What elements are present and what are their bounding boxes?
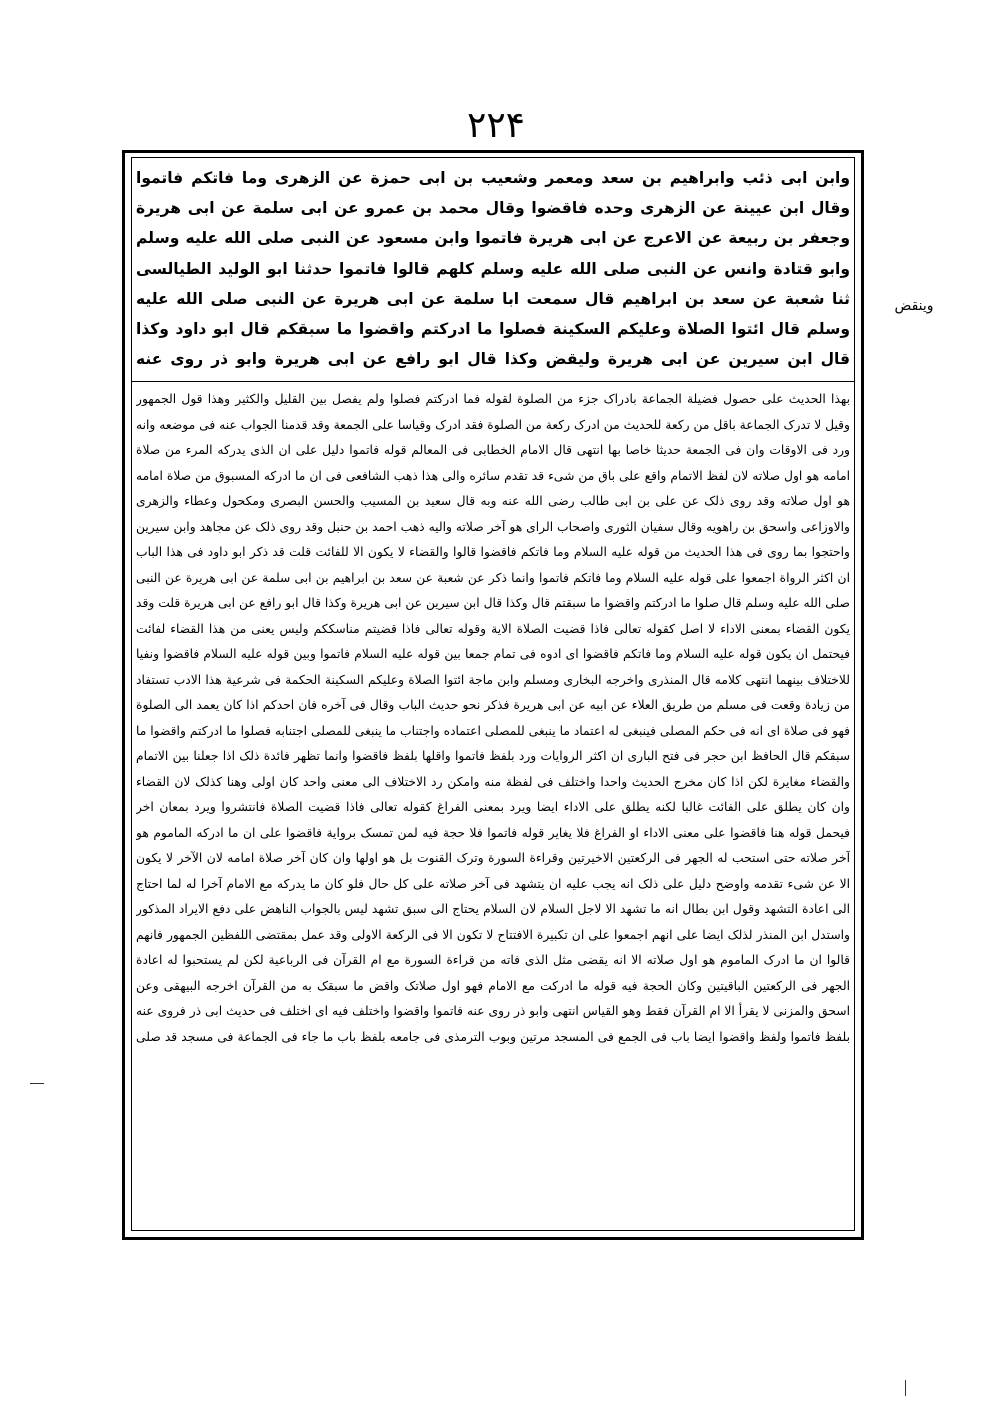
margin-note: وینقض (894, 298, 934, 314)
commentary-text-block: بهذا الحدیث علی حصول فضیلة الجماعة بادراک جزء من الصلوة لقوله فما ادرکتم فصلوا ولم یفصل بین القلیل والکثیر وهذا قول الجمهور وقیل لا تدرک الجماعة باقل من رکعة للحدیث من ادرک رکعة من الصلوة فقد ادرک وقیاسا علی الجمعة وقد قدمنا الجواب عنه فی موضعه وانه ورد فی الاوقات وان فی الجمعة حدیثا خاصا بها انتهی قال الامام الخطابی فی المعالم قوله فاتموا دلیل علی ان الذی یدرکه المرء من صلاة امامه هو اول صلاته لان لفظ الاتمام واقع علی باق من شیء قد تقدم سائره والی هذا ذهب الشافعی فی ان ما ادرکه المسبوق من صلاة امامه هو اول صلاته وقد روی ذلک عن علی بن ابی طالب رضی الله عنه وبه قال سعید بن المسیب والحسن البصری ومکحول وعطاء والزهری والاوزاعی واسحق بن راهویه وقال سفیان الثوری واصحاب الرای هو آخر صلاته والیه ذهب احمد بن حنبل وقد روی ذلک عن مجاهد وابن سیرین واحتجوا بما روی فی هذا الحدیث من قوله علیه السلام وما فاتکم فاقضوا قالوا والقضاء لا یکون الا للفائت قلت قد ذکر ابو داود فی هذا الباب ان اکثر الرواة اجمعوا علی قوله علیه السلام وما فاتکم فاتموا وانما ذکر عن شعبة عن سعد بن ابراهیم بن ابی سلمة عن ابی هریرة عن النبی صلی الله علیه وسلم قال صلوا ما ادرکتم واقضوا ما سبقتم قال وکذا قال ابن سیرین عن ابی هریرة وکذا قال ابو رافع عن ابی هریرة قلت وقد یکون القضاء بمعنی الاداء لا اصل کقوله تعالی فاذا قضیت الصلاة الایة وقوله تعالی فاذا قضیتم مناسککم ولیس یعنی من هذا القضاء لفائت فیحتمل ان یکون قوله علیه السلام وما فاتکم فاقضوا ای ادوه فی تمام جمعا بین قوله علیه السلام فاتموا وبین قوله علیه السلام فاقضوا ونفیا للاختلاف بینهما انتهی کلامه قال المنذری واخرجه البخاری ومسلم وابن ماجة ائتوا الصلاة وعلیکم السکینة الحکمة فی شرعیة هذا الادب تستفاد من زیادة وقعت فی مسلم من طریق العلاء عن ابیه عن ابی هریرة فذکر نحو حدیث الباب وقال فی آخره فان احدکم اذا کان یعمد الی الصلوة فهو فی صلاة ای انه فی حکم المصلی فینبغی له اعتماد ما ینبغی للمصلی اعتماده واجتناب ما ینبغی للمصلی اجتنابه فصلوا ما ادرکتم واقضوا ما سبقکم قال الحافظ ابن حجر فی فتح الباری ان اکثر الروایات ورد بلفظ فاتموا واقلها بلفظ فاقضوا وانما تظهر فائدة ذلک اذا جعلنا بین الاتمام والقضاء مغایرة لکن اذا کان مخرج الحدیث واحدا واختلف فی لفظة منه وامکن رد الاختلاف الی معنی واحد کان اولی وهنا کذلک لان القضاء وان کان یطلق علی الفائت غالبا لکنه یطلق علی الاداء ایضا ویرد بمعنی الفراغ کقوله تعالی فاذا قضیت الصلاة فانتشروا ویرد بمعان اخر فیحمل قوله هنا فاقضوا علی معنی الاداء او الفراغ فلا یغایر قوله فاتموا فلا حجة فیه لمن تمسک بروایة فاقضوا علی ان ما ادرکه الماموم هو آخر صلاته حتی استحب له الجهر فی الرکعتین الاخیرتین وقراءة السورة وترک القنوت بل هو اولها وان کان آخر صلاة امامه لان الآخر لا یکون الا عن شیء تقدمه واوضح دلیل علی ذلک انه یجب علیه ان یتشهد فی آخر صلاته علی کل حال فلو کان ما یدرکه مع الامام آخرا له لما احتاج الی اعادة التشهد وقول ابن بطال انه ما تشهد الا لاجل السلام لان السلام یحتاج الی سبق تشهد لیس بالجواب الناهض علی دفع الایراد المذکور واستدل ابن المنذر لذلک ایضا علی انهم اجمعوا علی ان تکبیرة الافتتاح لا تکون الا فی الرکعة الاولی وقد عمل بمقتضی اللفظین الجمهور فانهم قالوا ان ما ادرک الماموم هو اول صلاته الا انه یقضی مثل الذی فاته من قراءة السورة مع ام القرآن فی الرباعیة لکن لم یستحبوا له اعادة الجهر فی الرکعتین الباقیتین وکان الحجة فیه قوله ما ادرکت مع الامام فهو اول صلاتک واقض ما سبقک به من القرآن اخرجه البیهقی وعن اسحق والمزنی لا یقرأ الا ام القرآن فقط وهو القیاس انتهی وابو ذر روی عنه فاتموا واقضوا واختلف فیه ای اختلف فی حدیث ابی ذر فروی عنه بلفظ فاتموا ولفظ واقضوا ایضا باب فی الجمع فی المسجد مرتین وبوب الترمذی فی جامعه بلفظ باب ما جاء فی الجماعة فی مسجد قد صلی (136, 392, 850, 1044)
page-number: ۲۲۴ (466, 105, 525, 146)
scan-mark-left (30, 1083, 44, 1084)
hadith-text-block: وابن ابی ذئب وابراهیم بن سعد ومعمر وشعیب بن ابی حمزة عن الزهری وما فاتکم فاتموا وقال ابن عیینة عن الزهری وحده فاقضوا وقال محمد بن عمرو عن ابی سلمة عن ابی هریرة وجعفر بن ربیعة عن الاعرج عن ابی هریرة فاتموا وابن مسعود عن النبی صلی الله علیه وسلم وابو قتادة وانس عن النبی صلی الله علیه وسلم کلهم قالوا فاتموا حدثنا ابو الولید الطیالسی ثنا شعبة عن سعد بن ابراهیم قال سمعت ابا سلمة عن ابی هریرة عن النبی صلی الله علیه وسلم قال ائتوا الصلاة وعلیکم السکینة فصلوا ما ادرکتم واقضوا ما سبقکم قال ابو داود وکذا قال ابن سیرین عن ابی هریرة ولیقض وکذا قال ابو رافع عن ابی هریرة وابو ذر روی عنه (136, 169, 850, 369)
scan-mark-right (905, 1380, 906, 1396)
hadith-commentary-separator (131, 381, 855, 382)
